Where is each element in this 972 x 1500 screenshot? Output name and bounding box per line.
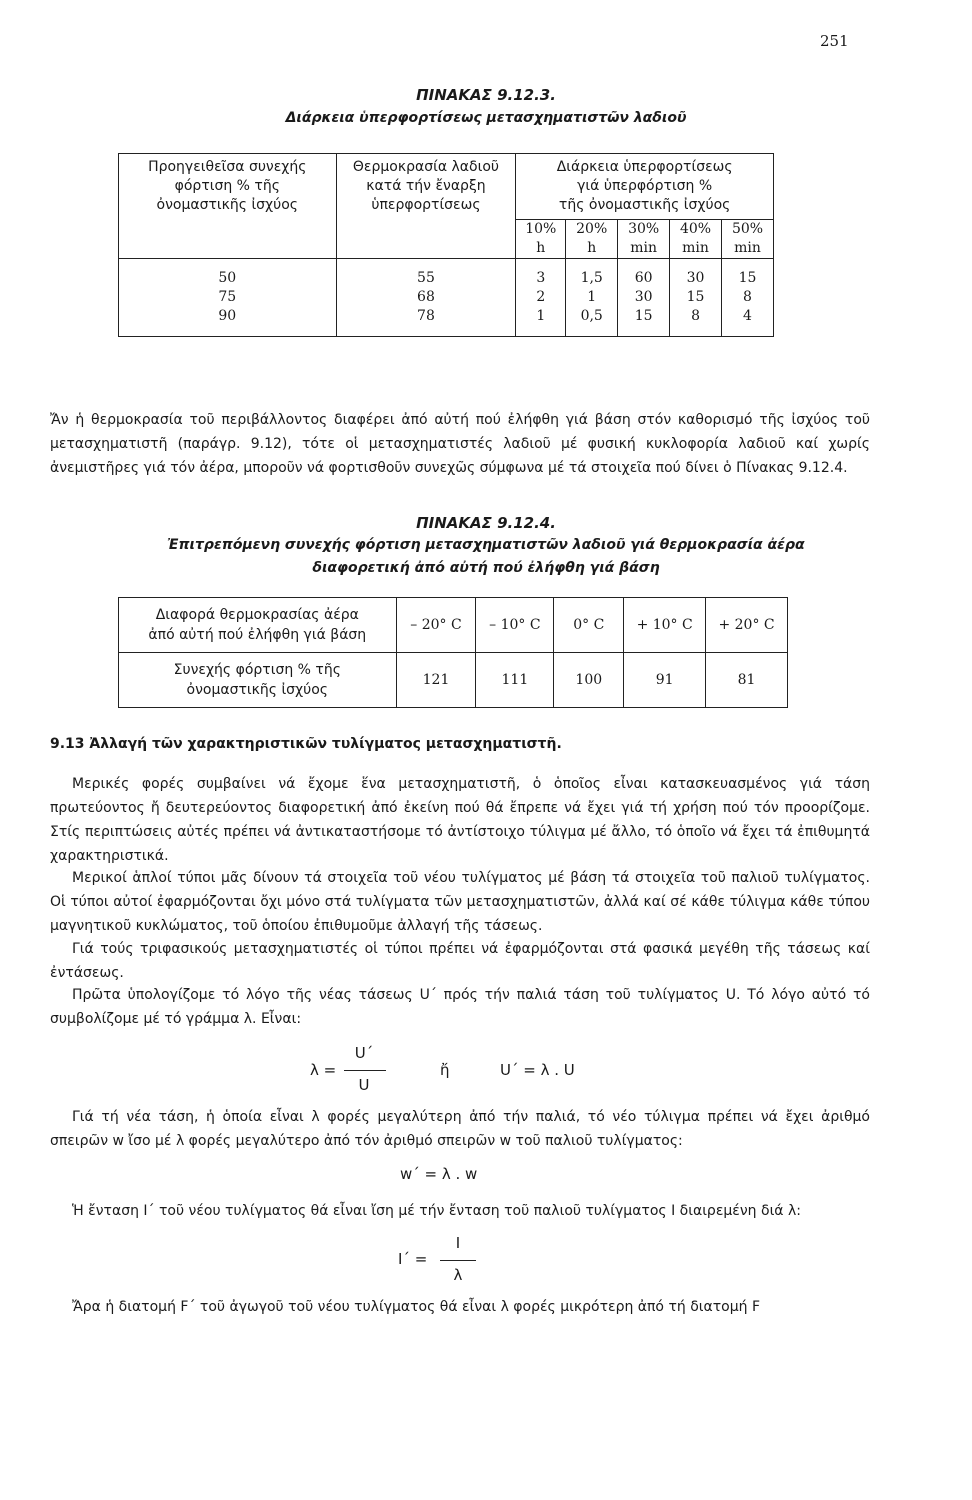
formula-current-lhs: Ι΄ = (398, 1250, 428, 1268)
section-heading: 9.13 Ἀλλαγή τῶν χαρακτηριστικῶν τυλίγματος μετασχηματιστῆ. (50, 736, 562, 752)
temp-values: 55 68 78 (336, 259, 516, 337)
formula-u-prime: U΄ = λ . U (500, 1061, 575, 1079)
formula-current-denominator: λ (453, 1266, 463, 1284)
duration-30: 60 30 15 (618, 259, 670, 337)
page-number: 251 (820, 32, 849, 50)
subheader-30: 30% min (618, 220, 670, 259)
load-plus10: 91 (624, 653, 706, 708)
duration-50: 15 8 4 (722, 259, 774, 337)
load-minus10: 111 (476, 653, 554, 708)
temp-0: 0° C (554, 598, 624, 653)
formula-current-numerator: Ι (455, 1234, 461, 1252)
paragraph-ambient-temp: Ἄν ἡ θερμοκρασία τοῦ περιβάλλοντος διαφέρει ἀπό αὐτή πού ἐλήφθη γιά βάση στόν καθορισμό τῆς ἰσχύος τοῦ μετασχηματιστῆ (παράγρ. 9.12), τότε οἱ μετασχηματιστές λαδιοῦ μέ φυσική κυκλοφορία λαδιοῦ καί χωρίς ἀνεμιστῆρες γιά τόν ἀέρα, μποροῦν νά φορτισθοῦν συνεχῶς σύμφωνα μέ τά στοιχεῖα πού δίνει ὁ Πίνακας 9.12.4. (50, 412, 870, 476)
subheader-40: 40% min (670, 220, 722, 259)
paragraph-winding-change: Μερικές φορές συμβαίνει νά ἔχομε ἕνα μετασχηματιστῆ, ὁ ὁποῖος εἶναι κατασκευασμένος γιά τάση πρωτεύοντος ἤ δευτερεύοντος διαφορετική ἀπό ἐκείνη πού θά ἔπρεπε νά ἔχει γιά τή χρήση πού τόν προορίζομε. Στίς περιπτώσεις αὐτές πρέπει νά ἀντικαταστήσομε τό ἀντίστοιχο τύλιγμα μέ ἄλλο, τό ὁποῖο νά ἔχει τά ἐπιθυμητά χαρακτηριστικά. (50, 776, 870, 864)
load-minus20: 121 (396, 653, 476, 708)
paragraph-voltage-ratio: Πρῶτα ὑπολογίζομε τό λόγο τῆς νέας τάσεως U΄ πρός τήν παλιά τάση τοῦ τυλίγματος U. Τό λόγο αὐτό τό συμβολίζομε μέ τό γράμμα λ. Εἶναι: (50, 987, 870, 1027)
formula-lambda-numerator: U΄ (354, 1044, 374, 1062)
table2-title-line1: Ἐπιτρεπόμενη συνεχής φόρτιση μετασχηματιστῶν λαδιοῦ γιά θερμοκρασία ἀέρα (167, 537, 805, 553)
subheader-10: 10% h (516, 220, 566, 259)
table1-title: Διάρκεια ὑπερφορτίσεως μετασχηματιστῶν λαδιοῦ (285, 110, 687, 126)
overload-duration-table (118, 153, 774, 337)
paragraph-cross-section: Ἄρα ἡ διατομή F΄ τοῦ ἀγωγοῦ τοῦ νέου τυλίγματος θά εἶναι λ φορές μικρότερη ἀπό τή διατομή F (72, 1299, 761, 1315)
load-0: 100 (554, 653, 624, 708)
permissible-load-table (118, 597, 788, 708)
paragraph-formulas: Μερικοί ἁπλοί τύποι μᾶς δίνουν τά στοιχεῖα τοῦ νέου τυλίγματος μέ βάση τά στοιχεῖα τοῦ παλιοῦ τυλίγματος. Οἱ τύποι αὐτοί ἐφαρμόζονται ὄχι μόνο στά τυλίγματα τῶν μετασχηματιστῶν, ἀλλά καί σέ κάθε τύλιγμα κάθε τύπου μαγνητικοῦ κυκλώματος, τοῦ ὁποίου ἐπιθυμοῦμε ἀλλαγή τῆς τάσεως. (50, 870, 870, 934)
formula-lambda-denominator: U (358, 1076, 370, 1094)
formula-or: ἤ (440, 1061, 450, 1079)
paragraph-current: Ἡ ἔνταση Ι΄ τοῦ νέου τυλίγματος θά εἶναι ἴση μέ τήν ἔνταση τοῦ παλιοῦ τυλίγματος Ι διαιρεμένη διά λ: (72, 1203, 801, 1219)
table2-title-line2: διαφορετική ἀπό αὐτή πού ἐλήφθη γιά βάση (312, 560, 660, 576)
row-label-temp-diff: Διαφορά θερμοκρασίας ἀέρα ἀπό αὐτή πού ἐλήφθη γιά βάση (119, 598, 397, 653)
subheader-20: 20% h (566, 220, 618, 259)
table2-caption: ΠΙΝΑΚΑΣ 9.12.4. (416, 514, 556, 532)
temp-minus20: – 20° C (396, 598, 476, 653)
temp-plus10: + 10° C (624, 598, 706, 653)
load-plus20: 81 (706, 653, 788, 708)
duration-20: 1,5 1 0,5 (566, 259, 618, 337)
paragraph-turns: Γιά τή νέα τάση, ἡ ὁποία εἶναι λ φορές μεγαλύτερη ἀπό τήν παλιά, τό νέο τύλιγμα πρέπει νά ἔχει ἀριθμό σπειρῶν w ἴσο μέ λ φορές μεγαλύτερο ἀπό τόν ἀριθμό σπειρῶν w τοῦ παλιοῦ τυλίγματος: (50, 1109, 870, 1149)
col-header-load: Προηγειθεῖσα συνεχής φόρτιση % τῆς ὀνομαστικῆς ἰσχύος (119, 154, 337, 259)
load-values: 50 75 90 (119, 259, 337, 337)
formula-lambda-fraction-bar (344, 1070, 386, 1071)
subheader-50: 50% min (722, 220, 774, 259)
col-header-duration: Διάρκεια ὑπερφορτίσεως γιά ὑπερφόρτιση % τῆς ὀνομαστικῆς ἰσχύος (516, 154, 774, 220)
temp-minus10: – 10° C (476, 598, 554, 653)
duration-40: 30 15 8 (670, 259, 722, 337)
temp-plus20: + 20° C (706, 598, 788, 653)
duration-10: 3 2 1 (516, 259, 566, 337)
formula-turns: w΄ = λ . w (400, 1165, 478, 1183)
row-label-load: Συνεχής φόρτιση % τῆς ὀνομαστικῆς ἰσχύος (119, 653, 397, 708)
paragraph-three-phase: Γιά τούς τριφασικούς μετασχηματιστές οἱ τύποι πρέπει νά ἐφαρμόζονται στά φασικά μεγέθη τῆς τάσεως καί ἐντάσεως. (50, 941, 870, 981)
table1-caption: ΠΙΝΑΚΑΣ 9.12.3. (416, 86, 556, 104)
formula-current-fraction-bar (440, 1260, 476, 1261)
formula-lambda-lhs: λ = (310, 1061, 337, 1079)
col-header-oil-temp: Θερμοκρασία λαδιοῦ κατά τήν ἔναρξη ὑπερφορτίσεως (336, 154, 516, 259)
